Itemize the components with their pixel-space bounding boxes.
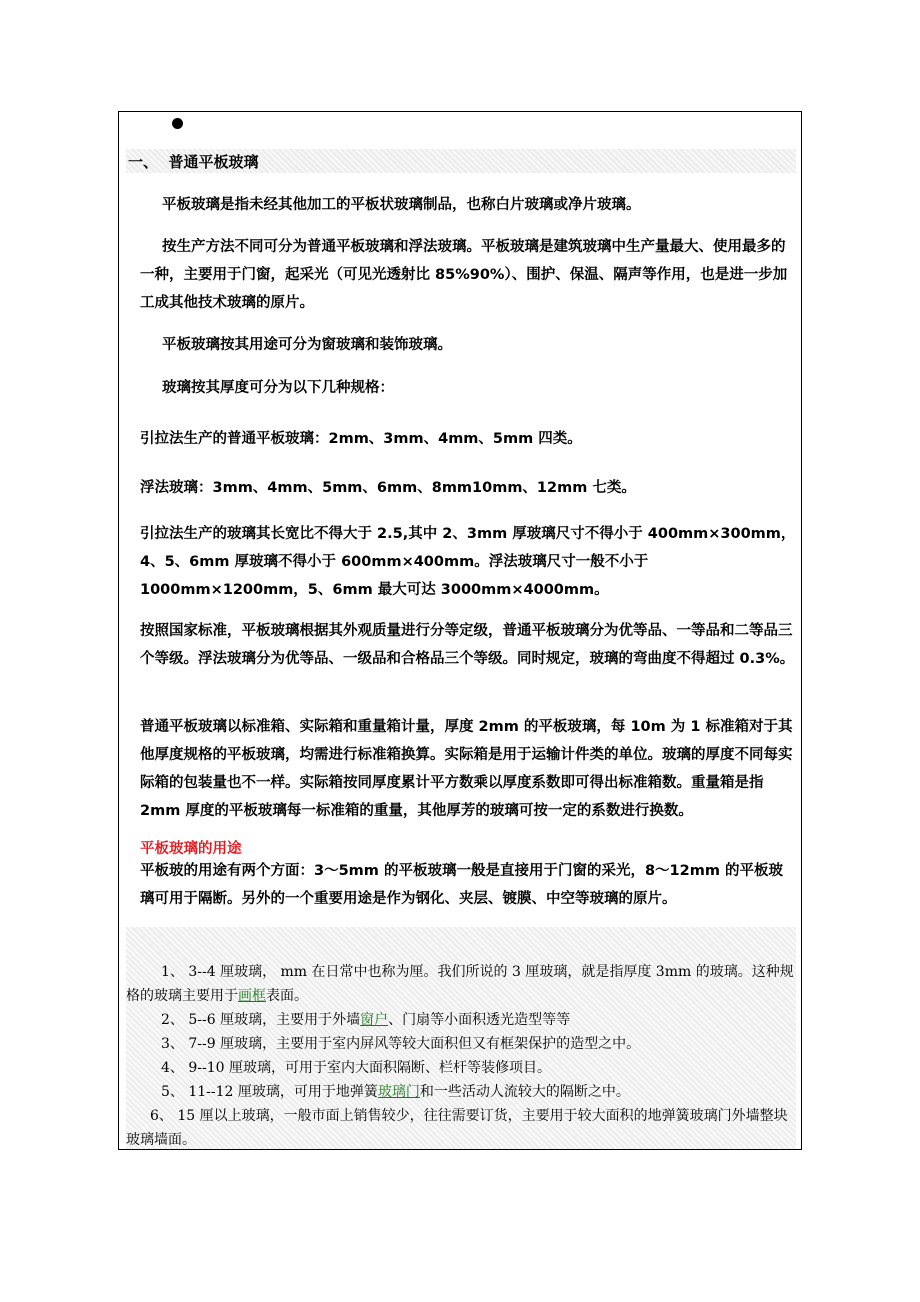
usage-text: 平板玻的用途有两个方面：3～5mm 的平板玻璃一般是直接用于门窗的采光，8～12mm 的平板玻璃可用于隔断。另外的一个重要用途是作为钢化、夹层、镀膜、中空等玻璃的原片。 xyxy=(140,863,783,907)
list-item-3: 3、 7--9 厘玻璃，主要用于室内屏风等较大面积但又有框架保护的造型之中。 xyxy=(161,1036,641,1052)
link-window[interactable]: 窗户 xyxy=(360,1012,389,1028)
list-item-2: 2、 5--6 厘玻璃，主要用于外墙窗户、门扇等小面积透光造型等等 xyxy=(161,1012,571,1028)
usage-title: 平板玻璃的用途 xyxy=(140,841,242,857)
paragraph-measurement: 普通平板玻璃以标准箱、实际箱和重量箱计量，厚度 2mm 的平板玻璃，每 10m 为 1 标准箱对于其他厚度规格的平板玻璃，均需进行标准箱换算。实际箱是用于运输计件类的单位。玻璃的厚度不同每实际箱的包装量也不一样。实际箱按同厚度累计平方数乘以厚度系数即可得出标准箱数。重量箱是指 2mm 厚度的平板玻璃每一标准箱的重量，其他厚芳的玻璃可按一定的系数进行换数。 xyxy=(140,719,793,819)
paragraph-size-limits: 引拉法生产的玻璃其长宽比不得大于 2.5,其中 2、3mm 厚玻璃尺寸不得小于 400mm×300mm，4、5、6mm 厚玻璃不得小于 600mm×400mm。浮法玻璃尺寸一般不小于 1000mm×1200mm，5、6mm 最大可达 3000mm×4000mm。 xyxy=(140,526,796,598)
paragraph-drawn-glass: 引拉法生产的普通平板玻璃：2mm、3mm、4mm、5mm 四类。 xyxy=(140,431,582,447)
paragraph-production: 按生产方法不同可分为普通平板玻璃和浮法玻璃。平板玻璃是建筑玻璃中生产量最大、使用最多的一种，主要用于门窗，起采光（可见光透射比 85%90%）、围护、保温、隔声等作用，也是进一步加工成其他技术玻璃的原片。 xyxy=(140,239,788,311)
link-picture-frame[interactable]: 画框 xyxy=(238,988,266,1004)
section-heading: 一、 普通平板玻璃 xyxy=(128,153,259,171)
list-item-4: 4、 9--10 厘玻璃，可用于室内大面积隔断、栏杆等装修项目。 xyxy=(161,1060,551,1076)
link-glass-door[interactable]: 玻璃门 xyxy=(377,1084,420,1100)
bullet-dot xyxy=(172,118,183,129)
paragraph-float-glass: 浮法玻璃：3mm、4mm、5mm、6mm、8mm10mm、12mm 七类。 xyxy=(140,480,636,496)
paragraph-definition: 平板玻璃是指未经其他加工的平板状玻璃制品，也称白片玻璃或净片玻璃。 xyxy=(162,197,641,213)
paragraph-grading: 按照国家标准，平板玻璃根据其外观质量进行分等定级，普通平板玻璃分为优等品、一等品和二等品三个等级。浮法玻璃分为优等品、一级品和合格品三个等级。同时规定，玻璃的弯曲度不得超过 0.3%。 xyxy=(140,623,795,667)
paragraph-uses-class: 平板玻璃按其用途可分为窗玻璃和装饰玻璃。 xyxy=(162,337,452,353)
list-item-1: 1、 3--4 厘玻璃， mm 在日常中也称为厘。我们所说的 3 厘玻璃，就是指厚度 3mm 的玻璃。这种规格的玻璃主要用于画框表面。 xyxy=(126,964,794,1004)
list-item-5: 5、 11--12 厘玻璃，可用于地弹簧玻璃门和一些活动人流较大的隔断之中。 xyxy=(161,1084,630,1100)
paragraph-thickness-intro: 玻璃按其厚度可分为以下几种规格： xyxy=(162,380,394,396)
list-item-6: 6、 15 厘以上玻璃，一般市面上销售较少，往往需要订货，主要用于较大面积的地弹簧玻璃门外墙整块玻璃墙面。 xyxy=(126,1108,788,1148)
